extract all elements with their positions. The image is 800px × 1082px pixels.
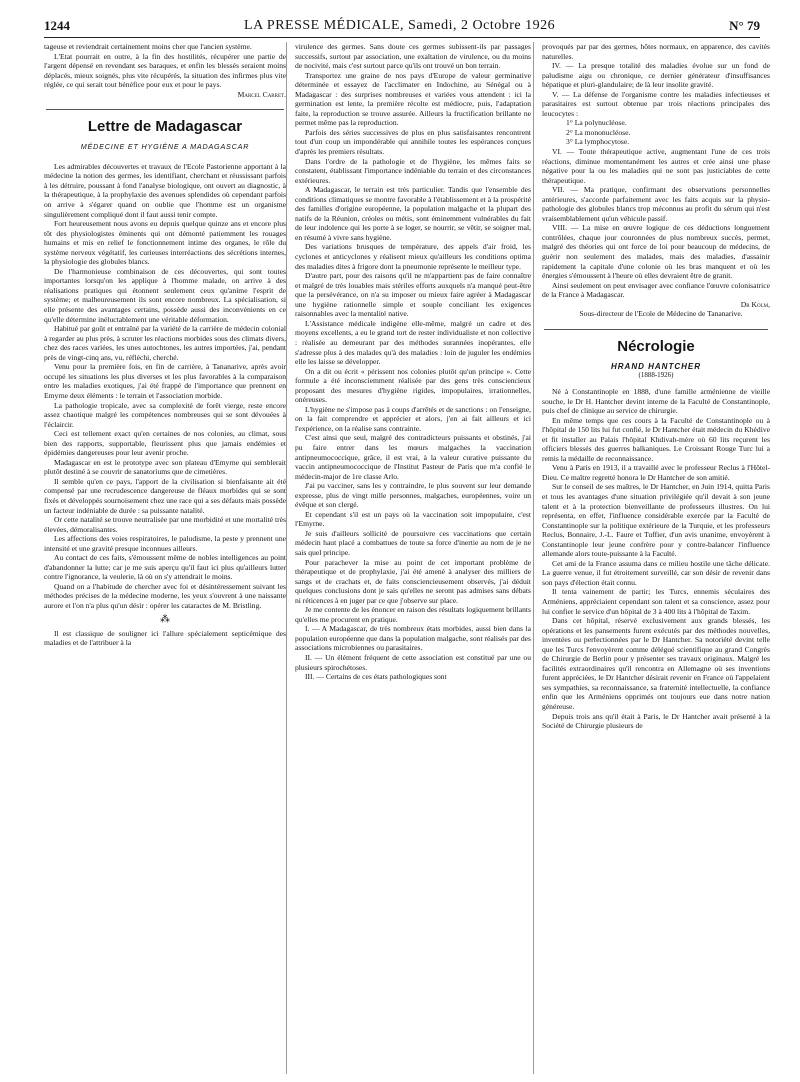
column-1 bbox=[44, 42, 286, 1074]
madagascar-article-conclusions bbox=[542, 42, 770, 118]
list-item: 2° La mononucléose. bbox=[566, 127, 631, 137]
madagascar-article-continued bbox=[295, 42, 531, 682]
section-divider bbox=[46, 109, 284, 110]
column-3 bbox=[533, 42, 770, 1074]
madagascar-article-body bbox=[44, 162, 286, 611]
paragraph: I. — A Madagascar, de très nombreux états morbides, aussi bien dans la population européenne que dans la population malgache, sont réalisés par des associations microbiennes ou parasitaires. bbox=[295, 624, 531, 653]
paragraph: Madagascar en est le prototype avec son plateau d'Emyrne qui semblerait plutôt destiné à se couvrir de sanatoriums que de cimetières. bbox=[44, 457, 286, 477]
column-2 bbox=[286, 42, 531, 1074]
list-item: 3° La lymphocytose. bbox=[566, 137, 630, 147]
paragraph: Je suis d'ailleurs sollicité de poursuivre ces vaccinations que certain médecin haut placé a combattues de toute sa force d'inertie au nom de je ne sais quel principe. bbox=[295, 528, 531, 557]
paragraph: Transportez une graine de nos pays d'Europe de valeur germinative déterminée et essayez de l'acclimater en Indochine, au Sénégal ou à Madagascar : des surprises nombreuses et variées vous attendent : ici la germination est lente, la première récolte est médiocre, puis, l'adaptation faite, la reproduction se trouve assurée. Ailleurs la fructification brillante ne permet même pas la reproduction. bbox=[295, 70, 531, 128]
paragraph: Les admirables découvertes et travaux de l'Ecole Pastorienne apportant à la médecine la notion des germes, les identifiant, cherchant et réussissant parfois à les détruire, poussant à fond l'analyse biologique, ont ouvert au diagnostic, à la thérapeutique, à la prophylaxie des avenues splendides où cependant parfois on arrive à s'égarer quand on oublie que l'homme est un organisme singulièrement compliqué dont il faut aussi tenir compte. bbox=[44, 161, 286, 219]
paragraph: Il est classique de souligner ici l'allure spécialement septicémique des maladies et de l'attribuer à la bbox=[44, 628, 286, 648]
paragraph: III. — Certains de ces états pathologiques sont bbox=[305, 672, 447, 682]
paragraph: Et cependant s'il est un pays où la vaccination soit impopulaire, c'est l'Emyrne. bbox=[295, 509, 531, 529]
obituary-dates: (1888-1926) bbox=[638, 371, 674, 380]
paragraph: VII. — Ma pratique, confirmant des observations personnelles antérieures, s'accorde parfaitement avec les faits acquis sur la physio-pathologie des globules blancs trop méconnus au profit du sérum qui n'est vraisemblablement qu'un véhicule passif. bbox=[542, 185, 770, 223]
paragraph: Je me contente de les énoncer en raison des résultats logiquement brillants qu'elles me procurent en pratique. bbox=[295, 605, 531, 624]
obituary-body bbox=[542, 387, 770, 731]
paragraph: L'Assistance médicale indigène elle-même, malgré un cadre et des moyens excellents, a eu le grand tort de rester individualiste et non collective : réalisée au demeurant par des méthodes surannées inopérantes, elle s'adresse plus à des malades qu'à des maladies : loin de juguler les endémies elle les laisse se développer. bbox=[295, 318, 531, 367]
section-divider bbox=[544, 329, 768, 330]
paragraph: Habitué par goût et entraîné par la variété de la carrière de médecin colonial à regarder au plus près, à scruter les réactions morbides sous des climats divers, chez des races variées, les unes autochtones, les autres importées, j'ai, pendant près de vingt-cinq ans, vu, réfléchi, cherché. bbox=[44, 324, 286, 362]
madagascar-article-conclusions-continued bbox=[542, 147, 770, 300]
paragraph: Dans l'ordre de la pathologie et de l'hygiène, les mêmes faits se constatent, établissant l'importance indéniable du terrain et des circonstances extérieures. bbox=[295, 156, 531, 185]
paragraph: J'ai pu vacciner, sans les y contraindre, le plus souvent sur leur demande expresse, plus de vingt mille personnes, malgaches, européennes, voire un évêque et son clergé. bbox=[295, 481, 531, 510]
paragraph: virulence des germes. Sans doute ces germes subissent-ils par passages successifs, surtout par association, une exaltation de virulence, ou du moins de nocivité, mais c'est surtout parce qu'ils ont trouvé un bon terrain. bbox=[295, 42, 531, 71]
paragraph: Dans cet hôpital, réservé exclusivement aux grands blessés, les opérations et les pansements furent exécutés par des méthodes nouvelles, inventées ou perfectionnées par le Dr Hantcher. Sa notoriété devint telle que les Turcs l'envoyèrent comme délégué scientifique au grand Congrès de Chirurgie de Berlin pour y présenter ses travaux originaux. Malgré les facilités extraordinaires qu'il rencontra en Allemagne où ses inventions furent appréciées, le Dr Hantcher désirait revenir en France où l'appelaient ses sympathies, sa reconnaissance, sa fraternité intellectuelle, la confiance enfin que les Arméniens opprimés ont toujours eue dans notre nation généreuse. bbox=[542, 616, 770, 711]
paragraph: Né à Constantinople en 1888, d'une famille arménienne de vieille souche, le Dr H. Hantcher devint interne de la Faculté de Constantinople, puis chef de clinique au service de chirurgie. bbox=[542, 386, 770, 416]
paragraph: Il tenta vainement de partir; les Turcs, ennemis séculaires des Arméniens, appréciaient cependant son talent et sa conscience, assez pour lui confier le service d'un hôpital de 3 à 400 lits à l'hôpital de Taxim. bbox=[542, 587, 770, 616]
article-signature: Marcel Carret. bbox=[237, 89, 286, 99]
paragraph: Au contact de ces faits, s'émoussent même de nobles intelligences au point d'abandonner la lutte; car je me suis aperçu qu'il faut ici plus qu'ailleurs lutter contre l'ignorance, la veulerie, là où on s'y attendrait le moins. bbox=[44, 553, 286, 582]
paragraph: Sur le conseil de ses maîtres, le Dr Hantcher, en Juin 1914, quitta Paris et tous les avantages d'une situation privilégiée qu'il devait à son jeune talent et à la protection bienveillante de professeurs illustres. On lui représenta, en effet, l'influence considérable exercée par la Faculté de Constantinople sur la politique extérieure de la Turquie, et les professeurs Reclus, Bonnaire, J.-L. Faure et Tuffier, d'un avis unanime, envoyèrent à Constantinople leur jeune confrère pour y contre-balancer l'influence allemande alors toute-puissante à la Faculté. bbox=[542, 482, 770, 559]
page-number: 1244 bbox=[44, 18, 70, 33]
paragraph: Or cette natalité se trouve neutralisée par une morbidité et une mortalité très élevées, démoralisantes. bbox=[44, 515, 286, 534]
paragraph: Depuis trois ans qu'il était à Paris, le Dr Hantcher avait présenté à la Société de Chirurgie plusieurs de bbox=[542, 711, 770, 731]
paragraph: Quand on a l'habitude de chercher avec foi et désintéressement suivant les méthodes précises de la médecine moderne, les yeux s'ouvrent à une naissante aurore et l'on n'a plus qu'un désir : opérer les cataractes de M. Bristling. bbox=[44, 581, 286, 610]
paragraph: Venu à Paris en 1913, il a travaillé avec le professeur Reclus à l'Hôtel-Dieu. Ce maître regretté honora le Dr Hantcher de son amitié. bbox=[542, 463, 770, 482]
paragraph: La pathologie tropicale, avec sa complexité de forêt vierge, reste encore assez chaotique malgré les compétences nombreuses qui se sont dévouées à l'éclaircir. bbox=[44, 400, 286, 429]
paragraph: Cet ami de la France assuma dans ce milieu hostile une tâche délicate. La guerre venue, il fut étroitement surveillé, car son désir de revenir dans son pays d'élection était connu. bbox=[542, 558, 770, 587]
obituary-name: HRAND HANTCHER bbox=[611, 361, 701, 371]
paragraph: VIII. — La mise en œuvre logique de ces déductions longuement contrôlées, chaque jour couronnées de plus nombreux succès, permet, malgré des théories qui ont force de loi pour beaucoup de médecins, de guérir non seulement des malades, mais des maladies, d'assainir rapidement la capitale d'une colonie où les bras manquent et où les énergies s'émoussent à l'heure où elles devraient être de granit. bbox=[542, 223, 770, 281]
previous-article-end bbox=[44, 42, 286, 90]
section-subtitle: MÉDECINE ET HYGIÈNE A MADAGASCAR bbox=[80, 142, 250, 152]
paragraph: Venu pour la première fois, en fin de carrière, à Tananarive, après avoir occupé les situations les plus diverses et les plus favorables à la comparaison entre les maladies exotiques, j'ai été frappé de l'importance que prennent en Emyrne deux éléments : le terrain et l'association morbide. bbox=[44, 362, 286, 400]
paragraph: L'Etat pourrait en outre, à la fin des hostilités, récupérer une partie de l'argent dépensé en revendant ses baraques, et enfin les blessés seraient moins déplacés, mieux soignés, plus vite récupérés, la situation des infirmes plus vite réglée, ce qui serait tout bénéfice pour eux et pour le pays. bbox=[44, 51, 286, 90]
paragraph: D'autre part, pour des raisons qu'il ne m'appartient pas de faire connaître et malgré de très louables mais stériles efforts auxquels n'a manqué peut-être que la persévérance, on n'a su imposer ou mieux faire agréer à Madagascar une hygiène rationnelle simple et souple conciliant les exigences raisonnables avec la mentalité native. bbox=[295, 271, 531, 319]
paragraph: Les affections des voies respiratoires, le paludisme, la peste y prennent une intensité et une gravité presque inconnues ailleurs. bbox=[44, 534, 286, 553]
paragraph: II. — Un élément fréquent de cette association est constitué par une ou plusieurs spirochétoses. bbox=[295, 653, 531, 672]
paragraph: Ainsi seulement on peut envisager avec confiance l'œuvre colonisatrice de la France à Madagascar. bbox=[542, 280, 770, 300]
paragraph: provoqués par par des germes, hôtes normaux, en apparence, des cavités naturelles. bbox=[542, 42, 770, 61]
section-title-madagascar: Lettre de Madagascar bbox=[87, 118, 243, 136]
author-signature: Dr Kolm, bbox=[740, 299, 770, 309]
paragraph: On a dit ou écrit « périssent nos colonies plutôt qu'un principe ». Cette formule a été inconsciemment réalisée par des gens très consciencieux proposant des mesures d'hygiène rigides, impopulaires, irrationnelles, onéreuses. bbox=[295, 366, 531, 405]
author-title: Sous-directeur de l'Ecole de Médecine de Tananarive. bbox=[579, 309, 743, 319]
paragraph: VI. — Toute thérapeutique active, augmentant l'une de ces trois réactions, diminue momentanément les autres et crée ainsi une phase négative pour la ou les maladies qui ne sont pas justiciables de cette thérapeutique. bbox=[542, 147, 770, 185]
section-title-necrologie: Nécrologie bbox=[617, 337, 695, 355]
page-header bbox=[44, 14, 760, 38]
paragraph: A Madagascar, le terrain est très particulier. Tandis que l'ensemble des conditions climatiques se montre favorable à l'établissement et à la prospérité des familles d'origine européenne, la population malgache et la plupart des natifs de la Réunion, créoles ou métis, sont éminemment vulnérables du fait de leur indolence qui les porte à se loger, se nourrir, se vêtir, se soigner mal, en résumé à vivre sans hygiène. bbox=[295, 185, 531, 242]
paragraph: Il semble qu'en ce pays, l'apport de la civilisation si bienfaisante ait été compensé par une recrudescence dangereuse de fléaux morbides qui se sont fixés et développés sournoisement chez une race qui a ses défauts mais possède un facteur indéniable de durée : sa puissante natalité. bbox=[44, 476, 286, 515]
journal-title: LA PRESSE MÉDICALE, Samedi, 2 Octobre 1926 bbox=[244, 18, 556, 33]
paragraph: tageuse et reviendrait certainement moins cher que l'ancien système. bbox=[44, 42, 252, 51]
paragraph: Pour parachever la mise au point de cet important problème de thérapeutique et de prophylaxie, j'ai été amené à analyser des milliers de sangs et de crachats et, de faits consciencieusement observés, j'ai déduit quelques conclusions dont je sais qu'elles ne seront pas admises sans débats ni réticences à en juger par ce que j'observe sur place. bbox=[295, 557, 531, 605]
paragraph: IV. — La presque totalité des maladies évolue sur un fond de paludisme aigu ou chronique, ce dernier générateur d'insuffisances hépatique et pluri-glandulaire; de là leur insolite gravité. bbox=[542, 61, 770, 90]
paragraph: L'hygiène ne s'impose pas à coups d'arrêtés et de sanctions : on l'enseigne, on la fait comprendre et apprécier et alors, j'en ai fait ailleurs et ici l'expérience, on la réalise sans contrainte. bbox=[295, 404, 531, 433]
leucocyte-reaction-list bbox=[542, 118, 770, 147]
paragraph: V. — La défense de l'organisme contre les maladies infectieuses et parasitaires est surtout obtenue par trois réactions principales des leucocytes : bbox=[542, 89, 770, 118]
paragraph: Des variations brusques de température, des appels d'air froid, les cyclones et anticyclones y réalisent mieux qu'ailleurs les conditions optima des maladies dites à frigore dont la pneumonie représente le meilleur type. bbox=[295, 242, 531, 271]
paragraph: C'est ainsi que seul, malgré des contradicteurs puissants et obstinés, j'ai pu faire entrer dans les mœurs malgaches la vaccination antipneumococcique, grâce, il est vrai, à la valeur curative puissante du vaccin antipneumococcique de l'Institut Pasteur de Paris que m'a confié le médecin-major de 1re classe Arlo. bbox=[295, 433, 531, 481]
list-item: 1° La polynucléose. bbox=[566, 118, 627, 128]
paragraph: En même temps que ces cours à la Faculté de Constantinople ou à l'hôpital de 150 lits lui fut confié, le Dr Hantcher était médecin du Khédive et fit installer au Palais l'hôpital Khdivah-mère où 60 lits reçurent les officiers blessés des guerres balkaniques. Le Croissant Rouge Turc lui a remis la médaille de reconnaissance. bbox=[542, 415, 770, 463]
paragraph: Ceci est tellement exact qu'en certaines de nos colonies, au climat, sous bien des rapports, supportable, fleurissent plus que jamais endémies et épidémies dangereuses pour leur avenir proche. bbox=[44, 429, 286, 458]
paragraph: Fort heureusement nous avons eu depuis quelque quinze ans et encore plus tôt des physiologistes éminents qui ont démonté patiemment les rouages humains et mis en relief le fonctionnement intime des organes, le rôle du système nerveux végétatif, les curieuses interréactions des sécrétions internes, la physiologie des globules blancs. bbox=[44, 219, 286, 267]
paragraph: De l'harmonieuse combinaison de ces découvertes, qui sont toutes importantes lorsqu'on les applique à l'homme malade, on arrive à des réalisations pratiques qui étonnent seulement ceux qu'anime l'esprit de système; et malheureusement ils sont encore nombreux. La spécialisation, si elle présente des avantages certains, possède aussi des inconvénients en ce qu'elle détermine inéluctablement une véritable déformation. bbox=[44, 266, 286, 324]
issue-number: N° 79 bbox=[729, 18, 760, 33]
section-asterism: ⁂ bbox=[160, 613, 170, 625]
paragraph: Parfois des séries successives de plus en plus satisfaisantes rencontrent tout d'un coup un impondérable qui annihile toutes les espérances conçues d'après les premiers résultats. bbox=[295, 127, 531, 157]
